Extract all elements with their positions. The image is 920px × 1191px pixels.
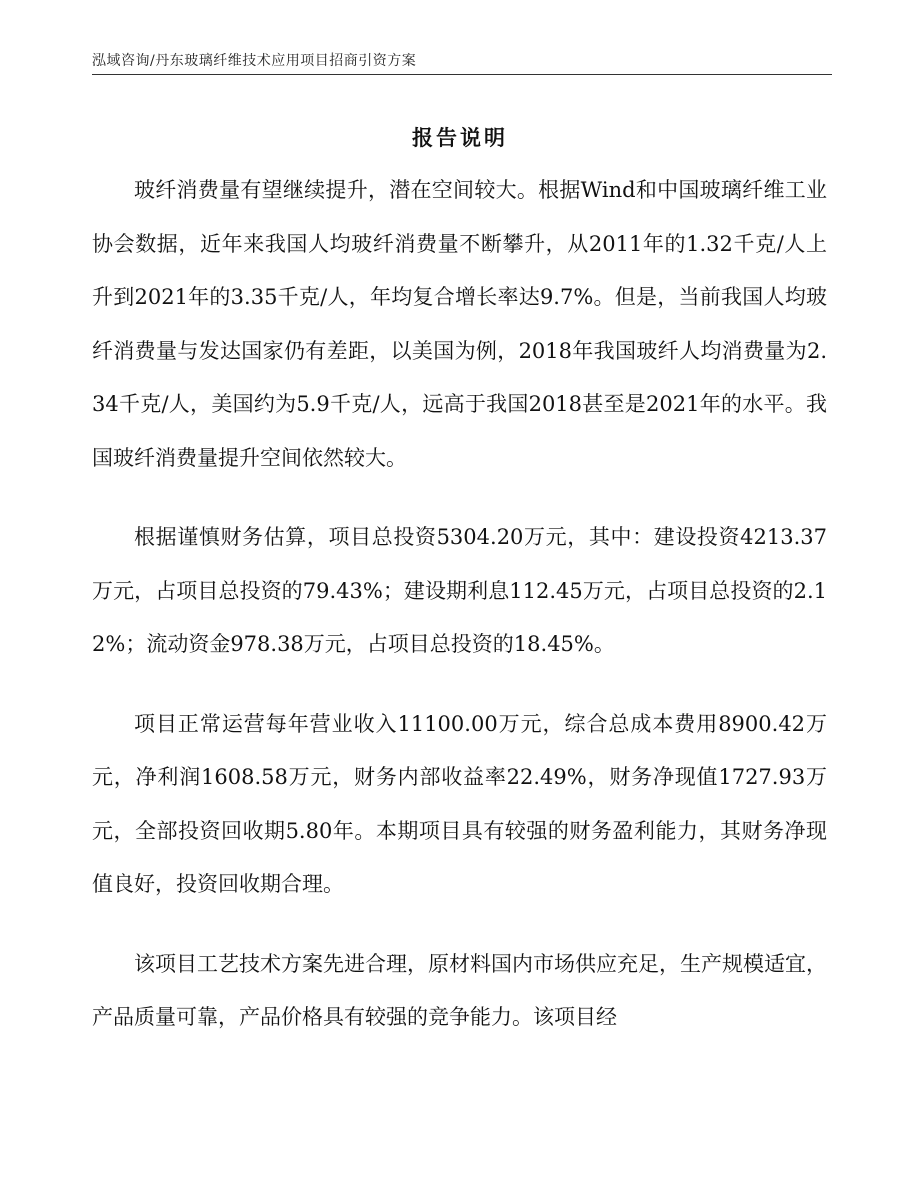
page-header: 泓域咨询/丹东玻璃纤维技术应用项目招商引资方案: [92, 53, 417, 69]
page-title: 报告说明: [412, 125, 508, 150]
paragraph-financial-returns: 项目正常运营每年营业收入11100.00万元，综合总成本费用8900.42万元，净利润1608.58万元，财务内部收益率22.49%，财务净现值1727.93万元，全部投资回收期5.80年。本期项目具有较强的财务盈利能力，其财务净现值良好，投资回收期合理。: [92, 711, 827, 896]
paragraph-glass-fiber-consumption: 玻纤消费量有望继续提升，潜在空间较大。根据Wind和中国玻璃纤维工业协会数据，近年来我国人均玻纤消费量不断攀升，从2011年的1.32千克/人上升到2021年的3.35千克/人，年均复合增长率达9.7%。但是，当前我国人均玻纤消费量与发达国家仍有差距，以美国为例，2018年我国玻纤人均消费量为2.34千克/人，美国约为5.9千克/人，远高于我国2018甚至是2021年的水平。我国玻纤消费量提升空间依然较大。: [92, 178, 827, 470]
document-body: [92, 164, 827, 1071]
paragraph-process-technology: 该项目工艺技术方案先进合理，原材料国内市场供应充足，生产规模适宜，产品质量可靠，产品价格具有较强的竞争能力。该项目经: [92, 951, 827, 1029]
header-divider: [92, 74, 832, 75]
paragraph-investment-estimate: 根据谨慎财务估算，项目总投资5304.20万元，其中：建设投资4213.37万元，占项目总投资的79.43%；建设期利息112.45万元，占项目总投资的2.12%；流动资金978.38万元，占项目总投资的18.45%。: [92, 525, 827, 656]
